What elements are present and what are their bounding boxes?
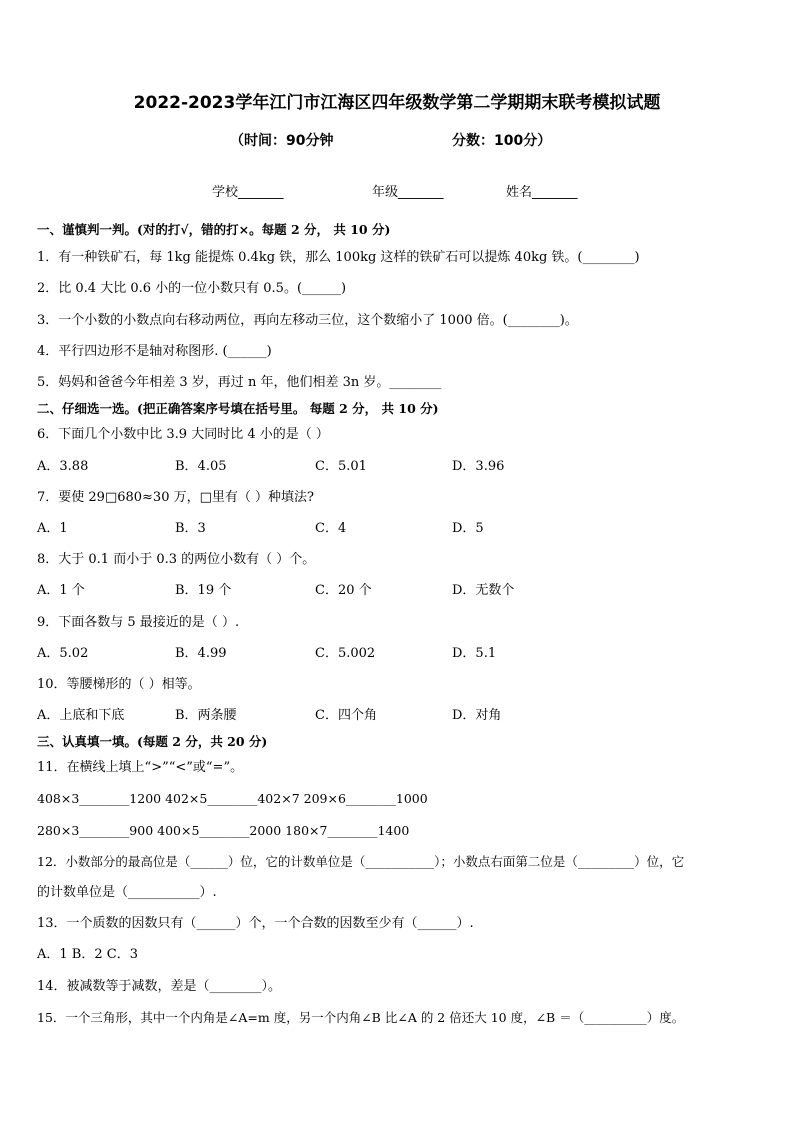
section2-heading: 二、仔细选一选。(把正确答案序号填在括号里。 每题 2 分， 共 10 分) [37,401,439,416]
q8-option-c: C．20 个 [315,583,372,598]
section1-heading: 一、谨慎判一判。(对的打√，错的打×。每题 2 分， 共 10 分) [37,222,391,237]
question-10: 10．等腰梯形的（ ）相等。 [37,677,201,692]
question-8: 8．大于 0.1 而小于 0.3 的两位小数有（ ）个。 [37,552,316,567]
q9-option-c: C．5.002 [315,646,376,661]
q10-option-d: D．对角 [452,708,502,723]
exam-time: （时间：90分钟 [230,133,334,149]
question-3: 3．一个小数的小数点向右移动两位，再向左移动三位，这个数缩小了 1000 倍。(________)。 [37,313,578,328]
question-7: 7．要使 29□680≈30 万，□里有（ ）种填法? [37,490,314,505]
q7-option-c: C．4 [315,521,347,536]
q11-row-1: 408×3________1200 402×5________402×7 209×6________1000 [37,791,428,806]
section3-heading: 三、认真填一填。(每题 2 分，共 20 分) [37,734,268,749]
q6-option-b: B．4.05 [175,459,227,474]
school-field: 学校_______ [212,185,284,200]
grade-field: 年级_______ [372,185,444,200]
page-title: 2022-2023学年江门市江海区四年级数学第二学期期末联考模拟试题 [133,93,661,113]
question-9: 9．下面各数与 5 最接近的是（ ）. [37,615,240,630]
q6-option-c: C．5.01 [315,459,367,474]
q9-option-b: B．4.99 [175,646,227,661]
q8-option-b: B．19 个 [175,583,232,598]
question-12-line-1: 12．小数部分的最高位是（______）位，它的计数单位是（___________）；小数点右面第二位是（_________）位，它 [37,854,685,869]
question-2: 2．比 0.4 大比 0.6 小的一位小数只有 0.5。(______) [37,281,347,296]
question-12-line-2: 的计数单位是（___________）. [37,885,217,900]
question-1: 1．有一种铁矿石，每 1kg 能提炼 0.4kg 铁，那么 100kg 这样的铁矿石可以提炼 40kg 铁。(________) [37,250,640,265]
question-15: 15．一个三角形，其中一个内角是∠A=m 度，另一个内角∠B 比∠A 的 2 倍还大 10 度，∠B ＝（__________）度。 [37,1010,685,1025]
q10-option-c: C．四个角 [315,708,377,723]
name-field: 姓名_______ [506,185,578,200]
q7-option-a: A．1 [37,521,68,536]
question-6: 6．下面几个小数中比 3.9 大同时比 4 小的是（ ） [37,427,329,442]
q7-option-b: B．3 [175,521,206,536]
exam-score: 分数：100分） [452,133,552,149]
q7-option-d: D．5 [452,521,484,536]
question-11: 11．在横线上填上“>”“<”或“=”。 [37,760,244,775]
q11-row-2: 280×3________900 400×5________2000 180×7________1400 [37,823,410,838]
q10-option-b: B．两条腰 [175,708,237,723]
question-14: 14．被减数等于减数，差是（________）。 [37,979,282,994]
q8-option-a: A．1 个 [37,583,85,598]
question-4: 4．平行四边形不是轴对称图形. (______) [37,344,272,359]
q10-option-a: A．上底和下底 [37,708,125,723]
q8-option-d: D．无数个 [452,583,515,598]
q13-options: A．1 B．2 C．3 [37,947,138,962]
question-13: 13．一个质数的因数只有（______）个，一个合数的因数至少有（______）. [37,916,474,931]
q6-option-a: A．3.88 [37,459,89,474]
q9-option-a: A．5.02 [37,646,89,661]
question-5: 5．妈妈和爸爸今年相差 3 岁，再过 n 年，他们相差 3n 岁。________ [37,375,442,390]
q9-option-d: D．5.1 [452,646,497,661]
q6-option-d: D．3.96 [452,459,505,474]
